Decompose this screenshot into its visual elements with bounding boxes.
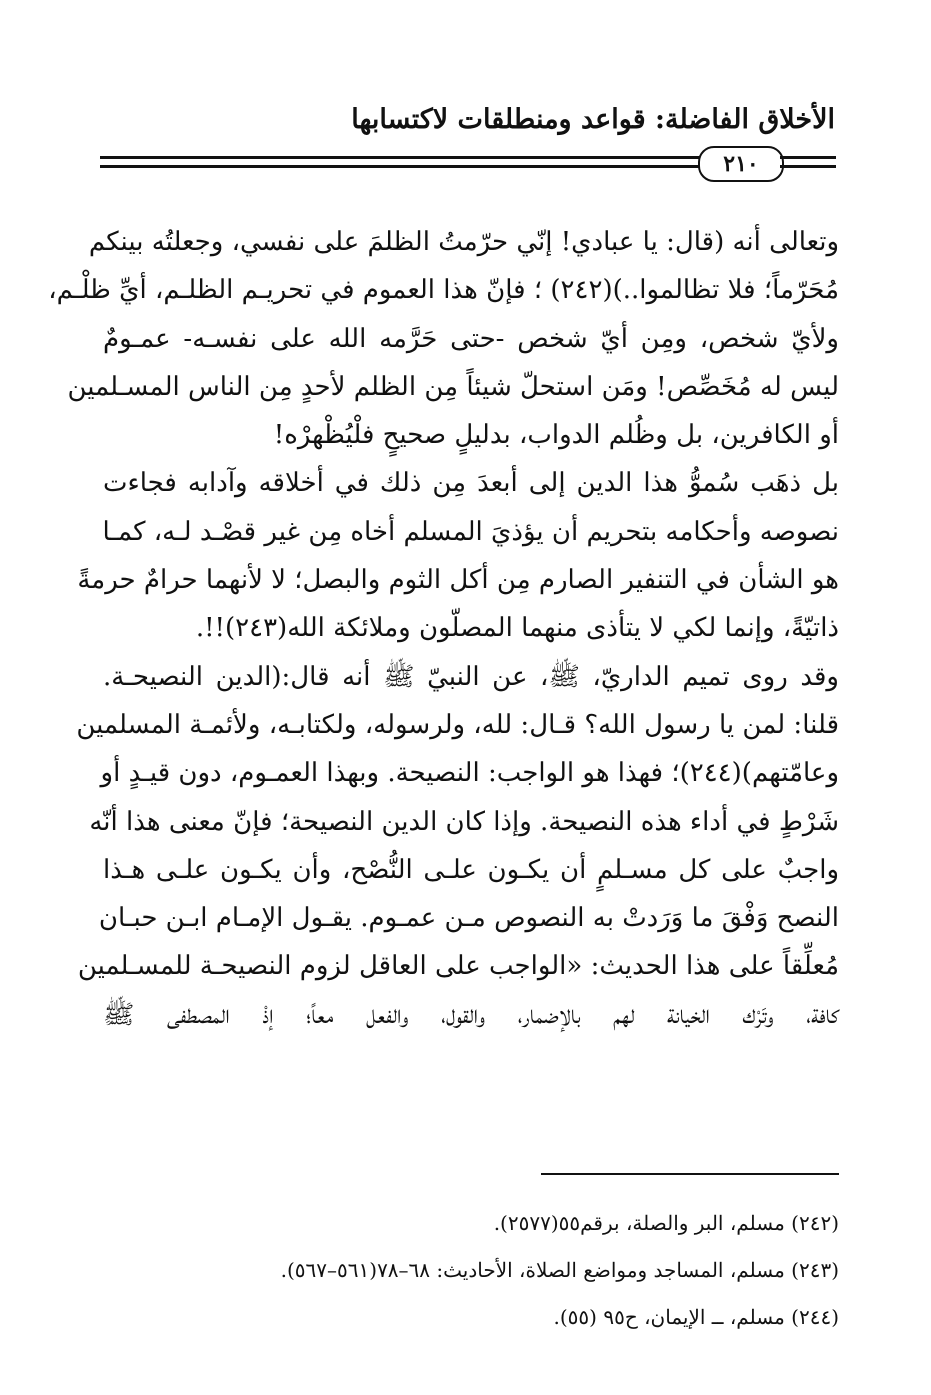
- text-line: بل ذهَب سُموُّ هذا الدين إلى أبعدَ مِن ذلك في أخلاقه وآدابه فجاءت: [103, 468, 839, 499]
- text-line: ولأيّ شخص، ومِن أيّ شخص -حتى حَرَّمه الله على نفسـه- عمـومٌ: [103, 323, 839, 354]
- text-line: مُحَرّماً؛ فلا تظالموا..)(٢٤٢) ؛ فإنّ هذا العموم في تحريـم الظلـم، أيِّ ظلْـم،: [48, 275, 839, 306]
- footnote: (٢٤٤) مسلم، ــ الإيمان، ح٩٥ (٥٥).: [553, 1305, 839, 1329]
- running-header-title: الأخلاق الفاضلة: قواعد ومنطلقات لاكتسابها: [351, 104, 835, 135]
- text-line: كافة، وتَرْك الخيانة لهم بالإضمار، والقول، والفعل معاً؛ إذْ المصطفى ﷺ: [103, 999, 839, 1030]
- text-line: النصح وَفْقَ ما وَرَدتْ به النصوص مـن عمـوم. يقـول الإمـام ابـن حبـان: [98, 903, 839, 934]
- header-rule: [100, 146, 836, 182]
- header-rule-line: [780, 165, 836, 168]
- footnote-separator: [541, 1173, 839, 1175]
- text-line: ليس له مُخَصِّص! ومَن استحلّ شيئاً مِن الظلم لأحدٍ مِن الناس المسـلمين: [67, 371, 839, 402]
- text-line: نصوصه وأحكامه بتحريم أن يؤذيَ المسلم أخاه مِن غير قصْـد لـه، كمـا: [102, 516, 839, 547]
- page-number: ٢١٠: [698, 146, 784, 182]
- text-line: قلنا: لمن يا رسول الله؟ قـال: لله، ولرسوله، ولكتابـه، ولأئمـة المسلمين: [76, 709, 839, 740]
- text-line: مُعلِّقاً على هذا الحديث: «الواجب على العاقل لزوم النصيحـة للمسـلمين: [77, 951, 839, 982]
- text-line: واجبٌ على كل مسـلمٍ أن يكـون علـى النُّصْح، وأن يكـون علـى هـذا: [103, 854, 839, 885]
- footnotes: [103, 1200, 839, 1341]
- text-line: أو الكافرين، بل وظُلم الدواب، بدليلٍ صحيحٍ فلْيُظْهرْه!: [273, 420, 839, 451]
- text-line: وعامّتهم)(٢٤٤)؛ فهذا هو الواجب: النصيحة. وبهذا العمـوم، دون قيـدٍ أو: [100, 758, 839, 789]
- main-text: [48, 218, 839, 1039]
- text-line: وقد روى تميم الداريّ، ﷺ، عن النبيّ ﷺ أنه قال:(الدين النصيحـة.: [103, 661, 839, 692]
- footnote: (٢٤٣) مسلم، المساجد ومواضع الصلاة، الأحاديث: ٦٨–٧٨(٥٦١–٥٦٧).: [280, 1258, 839, 1282]
- text-line: ذاتيّةً، وإنما لكي لا يتأذى منهما المصلّون وملائكة الله(٢٤٣)!!.: [195, 613, 839, 644]
- header-rule-line: [100, 165, 700, 168]
- text-line: شَرْطٍ في أداء هذه النصيحة. وإذا كان الدين النصيحة؛ فإنّ معنى هذا أنّه: [89, 806, 839, 837]
- header-rule-line: [100, 156, 700, 159]
- text-line: وتعالى أنه (قال: يا عبادي! إنّي حرّمتُ الظلمَ على نفسي، وجعلتُه بينكم: [88, 227, 839, 257]
- footnote: (٢٤٢) مسلم، البر والصلة، برقم٥٥(٢٥٧٧).: [493, 1211, 839, 1235]
- text-line: هو الشأن في التنفير الصارم مِن أكل الثوم والبصل؛ لا لأنهما حرامٌ حرمةً: [77, 565, 839, 596]
- header-rule-line: [780, 156, 836, 159]
